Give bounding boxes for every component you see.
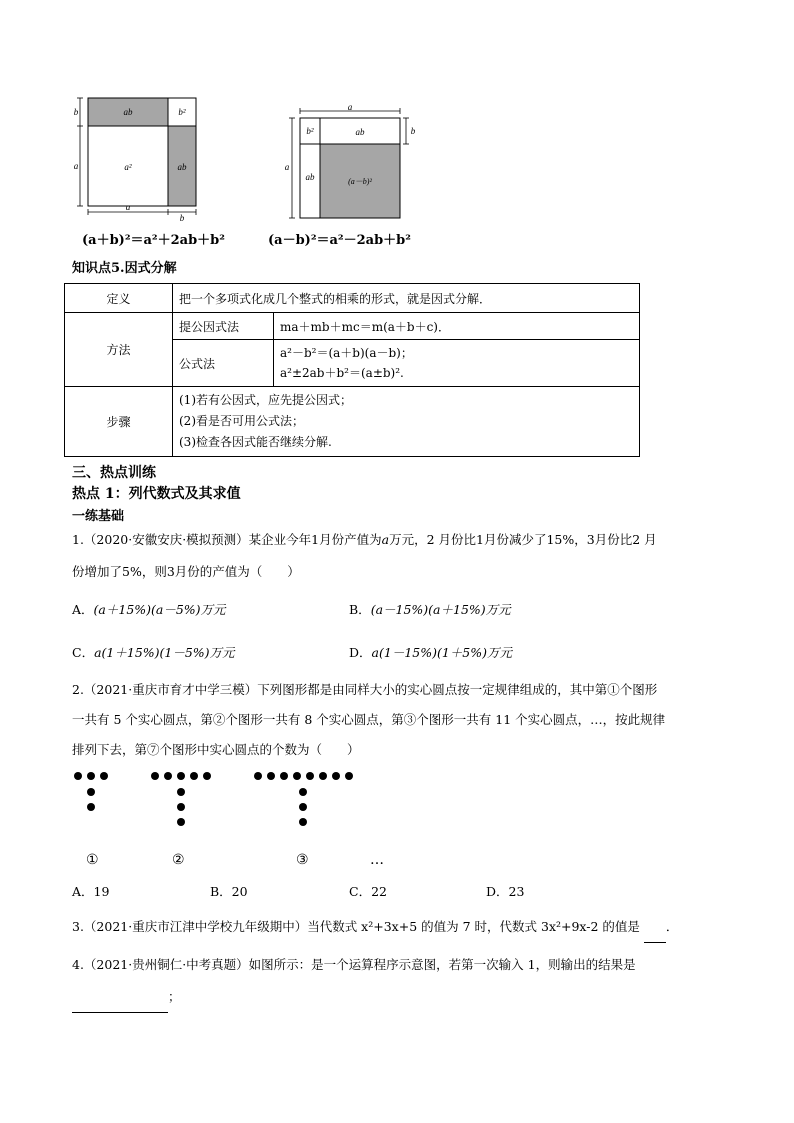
q4-answer-blank[interactable]: [72, 982, 168, 1013]
figure-square-of-sum: [72, 94, 212, 222]
step-2: (2)看是否可用公式法；: [179, 414, 304, 428]
caption-square-of-difference: (a－b)²＝a²－2ab＋b²: [268, 233, 411, 248]
label-a-bottom: a: [125, 202, 131, 212]
q4-line2: ；: [72, 982, 181, 1013]
fig-label-3: ③: [296, 852, 309, 868]
label-ab: ab: [123, 107, 133, 117]
figure-square-of-difference: [282, 104, 422, 222]
dot: [267, 772, 275, 780]
dot: [177, 772, 185, 780]
dot: [151, 772, 159, 780]
q1-option-d[interactable]: D．a(1－15%)(1＋5%)万元: [349, 645, 513, 660]
row-steps-cell: [173, 387, 640, 457]
q1-line1: [72, 525, 657, 555]
label-a-left: a: [284, 162, 290, 172]
label-b-side: b: [73, 107, 79, 117]
dot: [332, 772, 340, 780]
q1-text-a: 1.（2020·安徽安庆·模拟预测）某企业今年1月份产值为: [72, 532, 382, 547]
label-b-bottom: b: [179, 213, 185, 222]
dot: [177, 818, 185, 826]
label-ab-right: ab: [177, 162, 187, 172]
row-method-label: 方法: [65, 313, 173, 387]
q1-var-a: a: [381, 532, 390, 547]
q1-option-b[interactable]: B．(a－15%)(a＋15%)万元: [349, 602, 511, 617]
row-definition-text: 把一个多项式化成几个整式的相乘的形式，就是因式分解．: [173, 284, 640, 313]
q1-option-c[interactable]: C．a(1＋15%)(1－5%)万元: [72, 645, 235, 660]
dot: [203, 772, 211, 780]
fig-ellipsis: …: [370, 852, 384, 868]
dot: [306, 772, 314, 780]
q1-option-a[interactable]: A．(a＋15%)(a－5%)万元: [72, 602, 226, 617]
dot: [74, 772, 82, 780]
dot: [299, 818, 307, 826]
fig-label-2: ②: [172, 852, 185, 868]
q1-line2: 份增加了5%，则3月份的产值为（ ）: [72, 564, 300, 579]
dot: [293, 772, 301, 780]
fig-label-1: ①: [86, 852, 99, 868]
dot: [280, 772, 288, 780]
method-formula-cell: [274, 340, 640, 387]
label-a2: a²: [124, 162, 132, 172]
q2-line2: 一共有 5 个实心圆点，第②个图形一共有 8 个实心圆点，第③个图形一共有 11 个实心圆点，…，按此规律: [72, 712, 666, 727]
dot: [177, 788, 185, 796]
dot: [87, 772, 95, 780]
basic-practice-title: 一练基础: [72, 509, 125, 524]
dot: [254, 772, 262, 780]
q3-line: 3.（2021·重庆市江津中学校九年级期中）当代数式 x²+3x+5 的值为 7 时，代数式 3x²+9x-2 的值是 ．: [72, 912, 678, 943]
dot: [87, 803, 95, 811]
section3-title: 三、热点训练: [72, 465, 156, 481]
dot-figure-2: [151, 772, 221, 832]
dot: [87, 788, 95, 796]
dot: [177, 803, 185, 811]
q4-line1: 4.（2021·贵州铜仁·中考真题）如图所示：是一个运算程序示意图，若第一次输入 1，则输出的结果是: [72, 957, 636, 972]
label-b-right: b: [410, 126, 416, 136]
step-1: (1)若有公因式，应先提公因式；: [179, 393, 352, 407]
label-amb2: (a－b)²: [348, 177, 372, 186]
q2-line3: 排列下去，第⑦个图形中实心圆点的个数为（ ）: [72, 742, 360, 757]
dot-figure-3: [254, 772, 354, 848]
label-b2: b²: [178, 107, 186, 117]
dot: [100, 772, 108, 780]
label-ab-top: ab: [355, 127, 365, 137]
caption-square-of-sum: (a＋b)²＝a²＋2ab＋b²: [82, 233, 225, 248]
q2-option-d[interactable]: D．23: [486, 884, 525, 899]
factorization-table: [64, 283, 640, 457]
dot: [345, 772, 353, 780]
dot: [299, 803, 307, 811]
q2-option-b[interactable]: B．20: [210, 884, 248, 899]
section5-title: 知识点5.因式分解: [72, 261, 177, 276]
q3-answer-blank[interactable]: [644, 912, 666, 943]
row-definition-label: 定义: [65, 284, 173, 313]
step-3: (3)检查各因式能否继续分解.: [179, 435, 332, 449]
method-formula: 公式法: [173, 340, 274, 387]
q2-option-a[interactable]: A．19: [72, 884, 110, 899]
label-a-top: a: [347, 104, 353, 112]
dot: [319, 772, 327, 780]
method-common-factor-formula: ma＋mb＋mc＝m(a＋b＋c)．: [274, 313, 640, 340]
q2-line1: 2.（2021·重庆市育才中学三模）下列图形都是由同样大小的实心圆点按一定规律组成的，其中第①个图形: [72, 682, 658, 697]
label-a-side: a: [73, 161, 79, 171]
q1-text-b: 万元，2 月份比1月份减少了15%，3月份比2 月: [389, 532, 657, 547]
formula-perfect-square: a²±2ab＋b²＝(a±b)².: [280, 366, 404, 380]
label-b2: b²: [306, 126, 314, 136]
row-steps-label: 步骤: [65, 387, 173, 457]
dot: [164, 772, 172, 780]
dot: [190, 772, 198, 780]
hotspot1-title: 热点 1：列代数式及其求值: [72, 486, 241, 502]
dot: [299, 788, 307, 796]
q2-option-c[interactable]: C．22: [349, 884, 387, 899]
label-ab-left: ab: [305, 172, 315, 182]
method-common-factor: 提公因式法: [173, 313, 274, 340]
formula-difference-of-squares: a²－b²＝(a＋b)(a－b)；: [280, 346, 413, 360]
dot-figure-1: [74, 772, 118, 816]
